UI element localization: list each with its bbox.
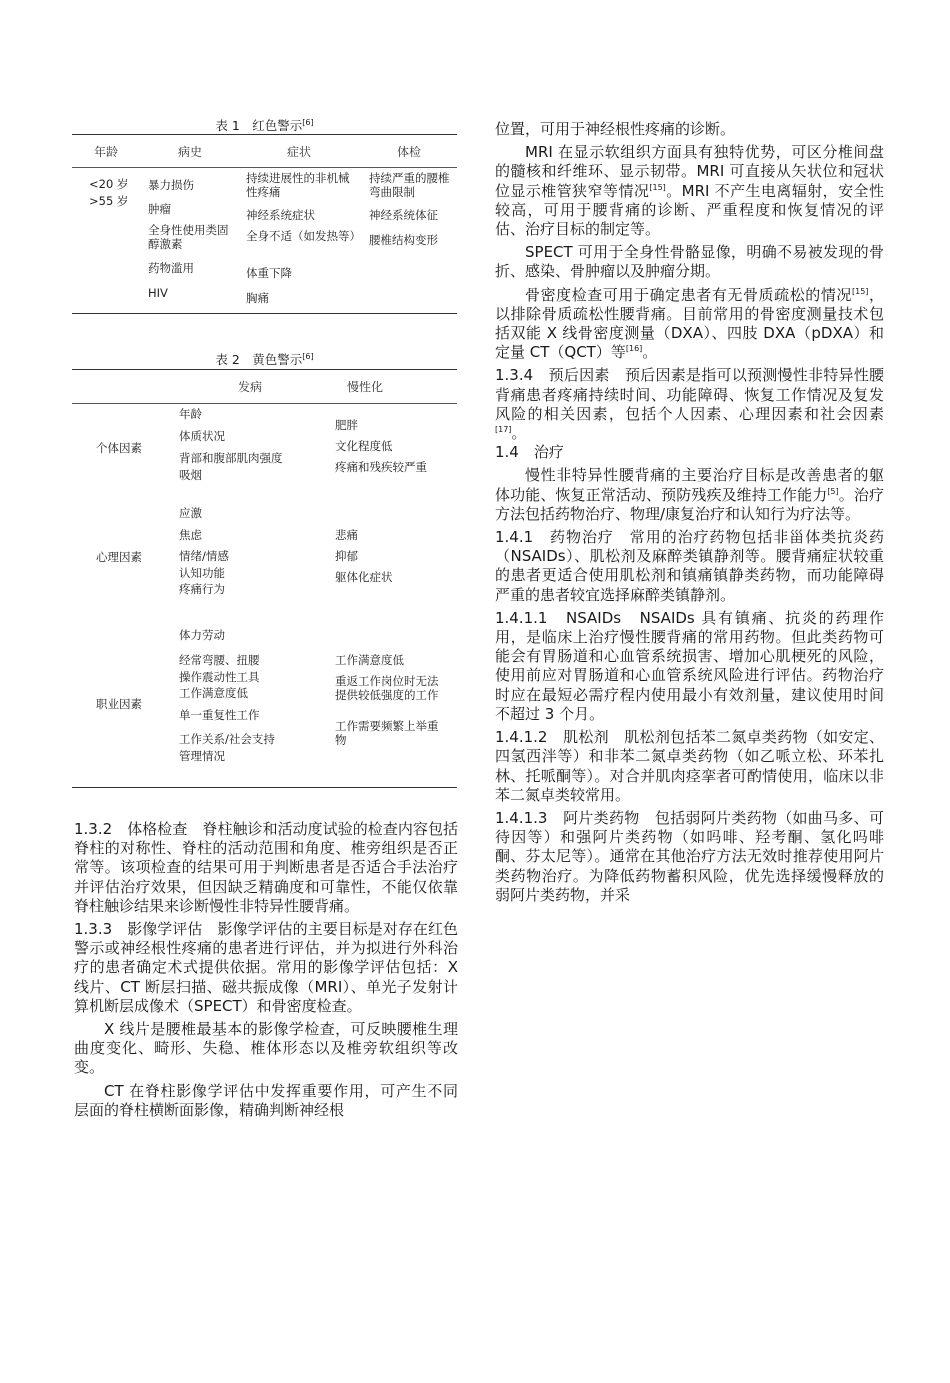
section-heading-1-3-4: 1.3.4 预后因素 [495,366,625,385]
paragraph-bone-density: 骨密度检查可用于确定患者有无骨质疏松的情况[15]，以排除骨质疏松性腰背痛。目前常用的骨密度测量技术包括双能 X 线骨密度测量（DXA）、四肢 DXA（pDXA）和定量 CT（QCT）等[16]。 [495,285,884,362]
table2-factor-cell: 心理因素 [96,550,142,564]
table1-header-exam: 体检 [397,145,422,159]
table2-onset-cell: 单一重复性工作 [179,708,260,722]
table1-age-cell: >55 岁 [89,194,129,208]
table2-onset-cell: 背部和腹部肌肉强度 [179,451,283,465]
citation-ref: [15] [851,286,869,296]
table2-onset-cell: 体质状况 [179,429,225,443]
citation-ref: [17] [495,425,512,435]
table2-bottom-rule [72,787,457,788]
table1-header-history: 病史 [178,145,203,159]
paragraph-continuation: 位置，可用于神经根性疼痛的诊断。 [495,120,736,138]
citation-ref: [5] [827,486,839,496]
table2-chronic-cell: 躯体化症状 [335,570,393,584]
table2-factor-cell: 职业因素 [96,697,142,711]
table2-onset-cell: 经常弯腰、扭腰 [179,653,260,667]
paragraph-mri: MRI 在显示软组织方面具有独特优势，可区分椎间盘的髓核和纤维环、显示韧带。MRI 可直接从矢状位和冠状位显示椎管狭窄等情况[15]。MRI 不产生电离辐射，安全性较高，可用于腰背痛的诊断、严重程度和恢复情况的评估、治疗目标的制定等。 [495,143,884,239]
table2-chronic-cell: 抑郁 [335,549,358,563]
table2-caption-ref: [6] [302,351,314,361]
table1-exam-cell: 腰椎结构变形 [369,233,438,247]
table2-header-rule [72,403,457,404]
right-column-text [495,120,884,905]
table1-symptom-cell: 全身不适（如发热等） [246,229,361,243]
table1-top-rule [72,134,457,135]
table2-chronic-cell: 肥胖 [335,418,358,432]
table1-caption-ref: [6] [302,117,314,127]
section-heading-1-4-1-2: 1.4.1.2 肌松剂 [495,728,625,747]
table2-onset-cell: 焦虑 [179,528,202,542]
table2-onset-cell: 吸烟 [179,468,202,482]
table2-header-onset: 发病 [238,380,263,394]
section-heading-1-3-2: 1.3.2 体格检查 [74,820,203,838]
table1-symptom-cell: 神经系统症状 [246,208,315,222]
table1-header-age: 年龄 [94,145,119,159]
section-heading-1-4-1-3: 1.4.1.3 阿片类药物 [495,808,655,827]
paragraph-treatment-goal: 慢性非特异性腰背痛的主要治疗目标是改善患者的躯体功能、恢复正常活动、预防残疾及维持工作能力[5]。治疗方法包括药物治疗、物理/康复治疗和认知行为疗法等。 [495,466,884,523]
left-column-text [74,820,458,1120]
table2-onset-cell: 体力劳动 [179,628,225,642]
section-heading-1-3-3: 1.3.3 影像学评估 [74,920,218,939]
table2-onset-cell: 工作关系/社会支持 [179,732,275,746]
table2-chronic-cell: 悲痛 [335,528,358,542]
table1-history-cell: 肿瘤 [148,202,171,216]
citation-ref: [15] [649,182,666,192]
paragraph-muscle-relaxant: 1.4.1.2 肌松剂 肌松剂包括苯二氮卓类药物（如安定、四氢西泮等）和非苯二氮卓类药物（如乙哌立松、环苯扎林、托哌酮等）。对合并肌肉痉挛者可酌情使用，临床以非苯二氮卓类较常用。 [495,728,884,804]
section-heading-1-4-1: 1.4.1 药物治疗 [495,528,630,547]
section-heading-1-4: 1.4 治疗 [495,443,564,462]
table1-history-cell: HIV [148,286,168,300]
table2-chronic-cell: 工作需要频繁上举重物 [335,719,439,747]
table1-exam-cell: 持续严重的腰椎弯曲限制 [369,171,450,199]
table2-chronic-cell: 疼痛和残疾较严重 [335,460,427,474]
table2-onset-cell: 操作震动性工具 [179,670,260,684]
paragraph-physical-exam: 1.3.2 体格检查 脊柱触诊和活动度试验的检查内容包括脊柱的对称性、脊柱的活动范围和角度、椎旁组织是否正常等。该项检查的结果可用于判断患者是否适合手法治疗并评估治疗效果，但因缺乏精确度和可靠性，不能仅依靠脊柱触诊结果来诊断慢性非特异性腰背痛。 [74,820,458,915]
paragraph-drug-therapy: 1.4.1 药物治疗 常用的治疗药物包括非甾体类抗炎药（NSAIDs）、肌松剂及麻醉类镇静剂等。腰背痛症状较重的患者更适合使用肌松剂和镇痛镇静类药物，而功能障碍严重的患者较宜选择麻醉类镇静剂。 [495,528,884,604]
table2-top-rule [72,369,457,370]
table2-chronic-cell: 工作满意度低 [335,653,404,667]
table2-onset-cell: 年龄 [179,407,202,421]
table2-onset-cell: 情绪/情感 [179,549,229,563]
table1-symptom-cell: 持续进展性的非机械性疼痛 [246,171,350,199]
citation-ref: [16] [625,344,643,354]
paragraph-opioids: 1.4.1.3 阿片类药物 包括弱阿片类药物（如曲马多、可待因等）和强阿片类药物（如吗啡、羟考酮、氢化吗啡酮、芬太尼等）。通常在其他治疗方法无效时推荐使用阿片类药物治疗。为降低药物蓄积风险，优先选择缓慢释放的弱阿片类药物，并采 [495,808,884,904]
table1-history-cell: 药物滥用 [148,261,194,275]
table1-symptom-cell: 胸痛 [246,291,269,305]
table1-caption: 表 1 红色警示[6] [215,117,314,133]
table1-header-symptoms: 症状 [287,145,312,159]
table2-chronic-cell: 文化程度低 [335,439,393,453]
table2-onset-cell: 工作满意度低 [179,686,248,700]
table1-exam-cell: 神经系统体征 [369,208,438,222]
table2-onset-cell: 应激 [179,506,202,520]
table2-onset-cell: 管理情况 [179,749,225,763]
paragraph-nsaids: 1.4.1.1 NSAIDs NSAIDs 具有镇痛、抗炎的药理作用，是临床上治疗慢性腰背痛的常用药物。但此类药物可能会有胃肠道和心血管系统损害、增加心肌梗死的风险，使用前应对胃肠道和心血管系统风险进行评估。药物治疗时应在最短必需疗程内使用最小有效剂量，建议使用时间不超过 3 个月。 [495,608,884,723]
table1-history-cell: 暴力损伤 [148,178,194,192]
table1-age-cell: <20 岁 [89,177,129,191]
paragraph-imaging: 1.3.3 影像学评估 影像学评估的主要目标是对存在红色警示或神经根性疼痛的患者进行评估，并为拟进行外科治疗的患者确定术式提供依据。常用的影像学评估包括：X 线片、CT 断层扫描、磁共振成像（MRI）、单光子发射计算机断层成像术（SPECT）和骨密度检查。 [74,920,458,1015]
table2-header-chronic: 慢性化 [347,380,384,394]
table2-caption: 表 2 黄色警示[6] [215,351,314,367]
table2-onset-cell: 认知功能 [179,566,225,580]
table2-chronic-cell: 重返工作岗位时无法提供较低强度的工作 [335,674,439,702]
table1-bottom-rule [72,313,457,314]
paragraph-spect: SPECT 可用于全身性骨骼显像，明确不易被发现的骨折、感染、骨肿瘤以及肿瘤分期。 [495,243,884,281]
paragraph-prognosis: 1.3.4 预后因素 预后因素是指可以预测慢性非特异性腰背痛患者疼痛持续时间、功能障碍、恢复工作情况及复发风险的相关因素，包括个人因素、心理因素和社会因素[17]。 [495,366,884,443]
table2-onset-cell: 疼痛行为 [179,582,225,596]
section-heading-1-4-1-1: 1.4.1.1 NSAIDs [495,608,640,627]
table1-header-rule [72,167,457,168]
paragraph-xray: X 线片是腰椎最基本的影像学检查，可反映腰椎生理曲度变化、畸形、失稳、椎体形态以及椎旁软组织等改变。 [74,1020,458,1077]
table2-factor-cell: 个体因素 [96,441,142,455]
paragraph-ct: CT 在脊柱影像学评估中发挥重要作用，可产生不同层面的脊柱横断面影像，精确判断神经根 [74,1081,458,1119]
table1-symptom-cell: 体重下降 [246,266,292,280]
table1-history-cell: 全身性使用类固醇激素 [148,223,229,251]
